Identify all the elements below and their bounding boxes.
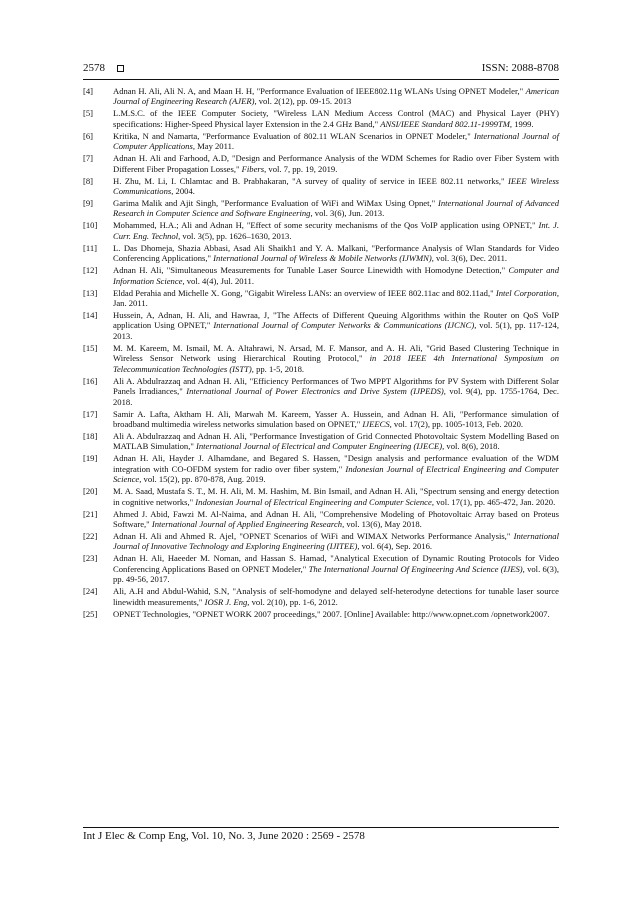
- reference-item: [83, 431, 559, 452]
- reference-text: [113, 131, 559, 152]
- reference-venue: Intel Corporation: [495, 287, 557, 298]
- reference-venue: IJEECS,: [362, 418, 392, 429]
- reference-text: [113, 176, 559, 197]
- reference-text: [113, 220, 559, 241]
- reference-venue: American Journal of Engineering Research (AJER): [113, 86, 559, 107]
- reference-item: [83, 586, 559, 607]
- reference-details: , 2004.: [171, 186, 195, 197]
- reference-text: [113, 310, 559, 341]
- reference-number: [10]: [83, 220, 98, 231]
- reference-item: [83, 531, 559, 552]
- reference-venue: ANSI/IEEE Standard 802.11-1999TM: [380, 118, 510, 129]
- reference-number: [19]: [83, 453, 98, 464]
- reference-number: [14]: [83, 310, 98, 321]
- reference-citation: Eldad Perahia and Michelle X. Gong, "Gigabit Wireless LANs: an overview of IEEE 802.11ac and 802.11ad,": [113, 287, 496, 298]
- reference-details: , vol. 5(1), pp. 117-124, 2013.: [113, 320, 559, 341]
- reference-text: [113, 243, 559, 264]
- reference-number: [5]: [83, 108, 94, 119]
- reference-item: [83, 288, 559, 309]
- reference-details: , vol. 7, pp. 19, 2019.: [264, 163, 338, 174]
- reference-number: [8]: [83, 175, 94, 186]
- reference-venue: International Journal of Applied Engineering Research: [151, 518, 343, 529]
- reference-details: , pp. 1-5, 2018.: [251, 363, 305, 374]
- reference-text: [113, 453, 559, 484]
- reference-item: [83, 86, 559, 107]
- reference-item: [83, 609, 559, 619]
- reference-item: [83, 131, 559, 152]
- reference-details: , vol. 6(3), pp. 49-56, 2017.: [113, 563, 559, 585]
- reference-venue: International Journal of Electrical and Computer Engineering (IJECE): [196, 441, 443, 452]
- reference-item: [83, 553, 559, 584]
- reference-number: [23]: [83, 553, 98, 564]
- reference-citation: L. Das Dhomeja, Shazia Abbasi, Asad Ali Shaikh1 and Y. A. Malkani, "Performance Analysis of Wlan Standards for Video Conferencing Applications,": [113, 242, 559, 264]
- reference-citation: Adnan H. Ali, Ali N. A, and Maan H. H, "Performance Evaluation of IEEE802.11g WLANs Using OPNET Modeler,": [113, 86, 526, 96]
- reference-citation: Samir A. Lafta, Aktham H. Ali, Marwah M. Kareem, Yasser A. Hussein, and Adnan H. Ali, "Performance simulation of broadband multimedia wireless networks simulation based on OPNET,": [113, 408, 559, 429]
- reference-number: [18]: [83, 430, 98, 441]
- reference-text: [113, 409, 559, 430]
- reference-number: [6]: [83, 130, 94, 141]
- reference-number: [13]: [83, 287, 98, 298]
- reference-venue: International Journal of Power Electronics and Drive System (IJPEDS): [186, 386, 444, 397]
- reference-citation: Ali, A.H and Abdul-Wahid, S.N, "Analysis of self-homodyne and delayed self-heterodyne detections for tunable laser source linewidth measurements,": [113, 586, 559, 607]
- reference-venue: International Journal of Wireless & Mobile Networks (IJWMN): [213, 253, 432, 264]
- reference-details: , vol. 9(4), pp. 1755-1764, Dec. 2018.: [113, 386, 559, 407]
- square-bullet-icon: [117, 65, 124, 72]
- reference-text: [113, 531, 559, 552]
- reference-details: , vol. 3(6), Jun. 2013.: [310, 208, 385, 219]
- reference-citation: OPNET Technologies, "OPNET WORK 2007 proceedings," 2007. [Online] Available: http://www.opnet.com /opnetwork2007.: [113, 608, 550, 619]
- reference-number: [25]: [83, 608, 98, 619]
- reference-venue: Fibers: [241, 163, 265, 174]
- reference-venue: International Journal of Innovative Technology and Exploring Engineering (IJITEE): [113, 530, 559, 552]
- reference-citation: L.M.S.C. of the IEEE Computer Society, "Wireless LAN Medium Access Control (MAC) and Physical Layer (PHY) specifications: Higher-Speed Physical layer Extension in the 2.4 GHz Band,": [113, 108, 559, 129]
- reference-number: [9]: [83, 198, 94, 209]
- reference-venue: Computer and Information Science: [113, 265, 559, 286]
- reference-number: [22]: [83, 530, 98, 541]
- reference-item: [83, 198, 559, 219]
- reference-citation: Hussein, A, Adnan, H. Ali, and Hawraa, J, "The Affects of Different Queuing Algorithms within the Router on QoS VoIP application Using OPNET,": [113, 310, 559, 331]
- reference-number: [16]: [83, 375, 98, 386]
- reference-details: , vol. 4(4), Jul. 2011.: [182, 275, 254, 286]
- reference-item: [83, 108, 559, 129]
- reference-citation: H. Zhu, M. Li, I. Chlamtac and B. Prabhakaran, "A survey of quality of service in IEEE 802.11 networks,": [113, 175, 509, 186]
- reference-citation: Ali A. Abdulrazzaq and Adnan H. Ali, "Performance Investigation of Grid Connected Photovoltaic System Modelling Based on MATLAB Simulation,": [113, 430, 559, 452]
- reference-text: [113, 431, 559, 452]
- reference-citation: Mohammed, H.A.; Ali and Adnan H, "Effect of some security mechanisms of the Qos VoIP application using OPNET,": [113, 220, 539, 231]
- reference-citation: Garima Malik and Ajit Singh, "Performance Evaluation of WiFi and WiMax Using Opnet,": [113, 198, 438, 209]
- reference-text: [113, 198, 559, 219]
- reference-text: [113, 509, 559, 530]
- reference-venue: IEEE Wireless Communications: [113, 175, 560, 197]
- reference-text: [113, 486, 559, 507]
- reference-number: [11]: [83, 242, 97, 253]
- reference-item: [83, 310, 559, 341]
- footer-rule: [83, 827, 559, 828]
- reference-item: [83, 243, 559, 264]
- reference-details: vol. 17(2), pp. 1005-1013, Feb. 2020.: [391, 418, 524, 429]
- reference-item: [83, 509, 559, 530]
- reference-item: [83, 220, 559, 241]
- reference-details: , Jan. 2011.: [113, 287, 560, 309]
- reference-details: , vol. 2(12), pp. 09-15. 2013: [254, 96, 352, 107]
- reference-number: [24]: [83, 586, 98, 597]
- reference-venue: in 2018 IEEE 4th International Symposium on Telecommunication Technologies (ISTT): [113, 353, 559, 374]
- page-footer: Int J Elec & Comp Eng, Vol. 10, No. 3, June 2020 : 2569 - 2578: [83, 830, 365, 842]
- reference-list: [83, 86, 559, 621]
- reference-number: [12]: [83, 265, 98, 276]
- reference-text: [113, 265, 559, 286]
- reference-item: [83, 486, 559, 507]
- header-rule: [83, 79, 559, 80]
- issn: ISSN: 2088-8708: [481, 62, 559, 74]
- reference-text: [113, 553, 559, 584]
- reference-details: , vol. 15(2), pp. 870-878, Aug. 2019.: [139, 474, 266, 485]
- reference-citation: Adnan H. Ali, "Simultaneous Measurements for Tunable Laser Source Linewidth with Homodyne Detection,": [113, 265, 509, 276]
- reference-text: [113, 86, 559, 107]
- reference-number: [20]: [83, 486, 98, 497]
- reference-details: , vol. 13(6), May 2018.: [342, 518, 422, 529]
- reference-citation: Ahmed J. Abid, Fawzi M. Al-Naima, and Adnan H. Ali, "Comprehensive Modeling of Photovoltaic Array based on Proteus Software,": [113, 508, 559, 529]
- reference-text: [113, 343, 559, 374]
- reference-item: [83, 409, 559, 430]
- page-header: [83, 60, 559, 76]
- reference-text: [113, 609, 559, 619]
- reference-item: [83, 343, 559, 374]
- reference-citation: Adnan H. Ali, Hayder J. Alhamdane, and Begared S. Hassen, "Design analysis and performance evaluation of the WDM integration with CO-OFDM system for radio over fiber system,": [113, 453, 559, 474]
- reference-details: , vol. 2(10), pp. 1-6, 2012.: [247, 596, 338, 607]
- reference-details: , vol. 3(5), pp. 1626–1630, 2013.: [178, 230, 292, 241]
- reference-venue: Indonesian Journal of Electrical Engineering and Computer Science: [113, 463, 559, 485]
- page-number: 2578: [83, 62, 105, 74]
- reference-citation: Adnan H. Ali and Ahmed R. Ajel, "OPNET Scenarios of WiFi and WIMAX Networks Performance Analysis,": [113, 530, 514, 541]
- reference-text: [113, 288, 559, 309]
- reference-venue: International Journal of Computer Applications: [113, 130, 559, 152]
- reference-item: [83, 376, 559, 407]
- reference-details: , vol. 8(6), 2018.: [442, 441, 500, 452]
- reference-item: [83, 176, 559, 197]
- reference-text: [113, 376, 559, 407]
- reference-details: , vol. 6(4), Sep. 2016.: [357, 541, 433, 552]
- reference-text: [113, 153, 559, 174]
- reference-venue: The International Journal Of Engineering And Science (IJES): [308, 563, 523, 574]
- reference-citation: Adnan H. Ali and Farhood, A.D, "Design and Performance Analysis of the WDM Schemes for Radio over Fiber System with Different Fiber Propagation Losses,": [113, 153, 559, 174]
- reference-number: [15]: [83, 342, 98, 353]
- header-left: [83, 62, 124, 74]
- reference-number: [17]: [83, 408, 98, 419]
- reference-text: [113, 108, 559, 129]
- reference-details: , vol. 17(1), pp. 465-472, Jan. 2020.: [431, 496, 556, 507]
- reference-details: , vol. 3(6), Dec. 2011.: [431, 253, 508, 264]
- reference-citation: M. M. Kareem, M. Ismail, M. A. Altahrawi, N. Arsad, M. F. Mansor, and A. H. Ali, "Grid Based Clustering Technique in Wireless Sensor Network using Hierarchical Routing Protocol,": [113, 342, 559, 364]
- reference-details: , 1999.: [509, 118, 534, 129]
- reference-venue: Indonesian Journal of Electrical Engineering and Computer Science: [195, 496, 432, 507]
- reference-citation: Kritika, N and Namarta, "Performance Evaluation of 802.11 WLAN Scenarios in OPNET Modeler,": [113, 130, 474, 141]
- reference-venue: Int. J. Curr. Eng. Technol: [113, 220, 560, 241]
- reference-item: [83, 265, 559, 286]
- reference-number: [7]: [83, 153, 94, 164]
- reference-venue: International Journal of Computer Networks & Communications (IJCNC): [213, 320, 475, 331]
- reference-citation: M. A. Saad, Mustafa S. T., M. H. Ali, M. M. Hashim, M. Bin Ismail, and Adnan H. Ali, "Spectrum sensing and energy detection in cognitive networks,": [113, 486, 559, 507]
- reference-item: [83, 153, 559, 174]
- reference-number: [4]: [83, 86, 94, 96]
- reference-details: , May 2011.: [192, 141, 235, 152]
- reference-item: [83, 453, 559, 484]
- reference-text: [113, 586, 559, 607]
- reference-citation: Ali A. Abdulrazzaq and Adnan H. Ali, "Efficiency Performances of Two MPPT Algorithms for PV System with Different Solar Panels Irradiances,": [113, 375, 559, 397]
- reference-citation: Adnan H. Ali, Haeeder M. Noman, and Hassan S. Hamad, "Analytical Execution of Dynamic Routing Protocols for Video Conferencing Applications Based on OPNET Modeler,": [113, 553, 559, 574]
- reference-number: [21]: [83, 508, 98, 519]
- reference-venue: International Journal of Advanced Research in Computer Science and Software Engineering: [113, 198, 559, 219]
- reference-venue: IOSR J. Eng: [204, 596, 248, 607]
